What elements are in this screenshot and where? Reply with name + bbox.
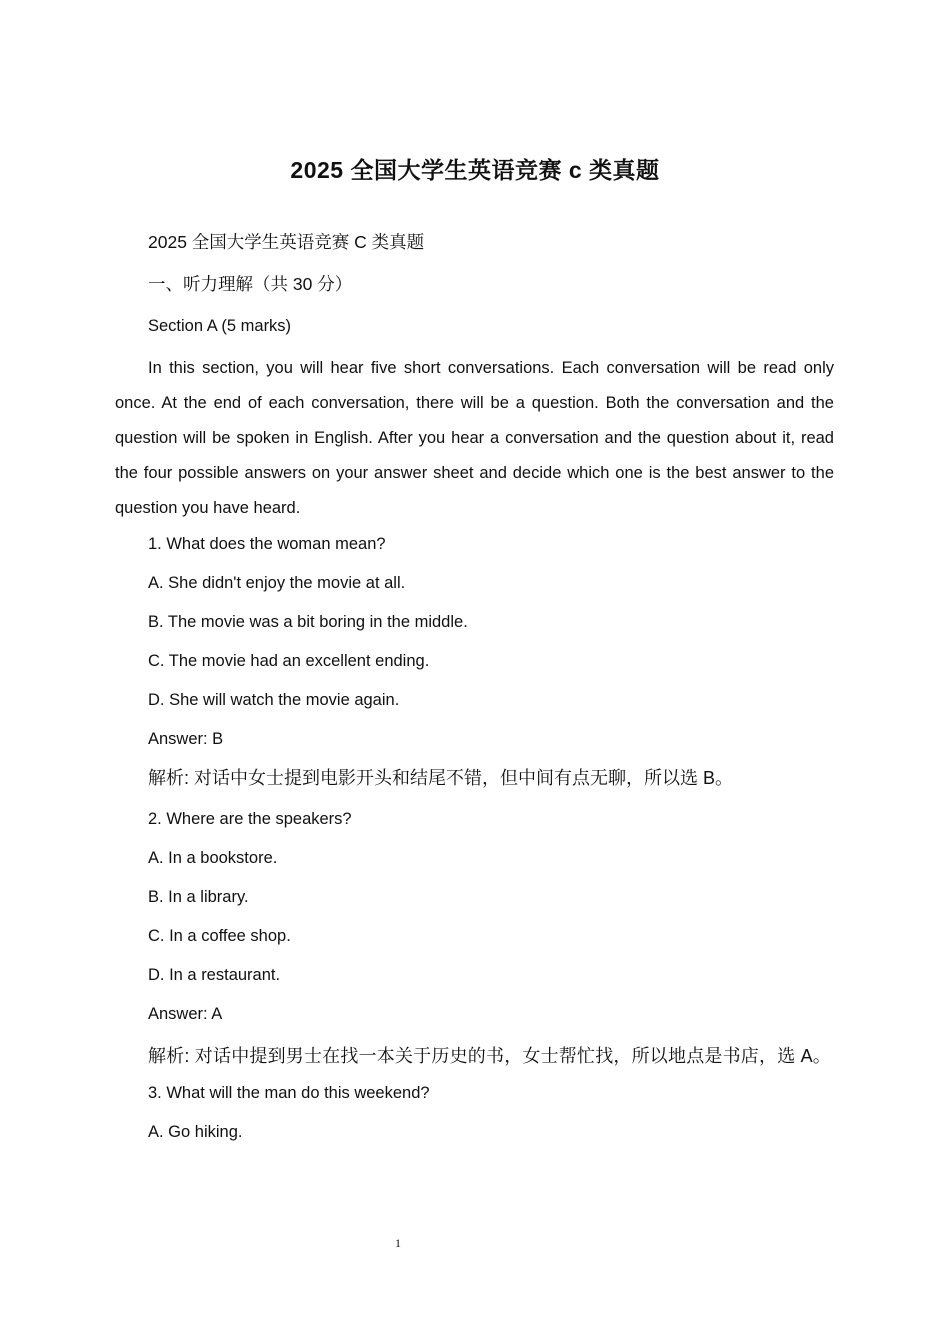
question-3-option-a: A. Go hiking. bbox=[148, 1123, 243, 1141]
section-heading: 一、听力理解（共 30 分） bbox=[148, 274, 353, 294]
question-2-option-a: A. In a bookstore. bbox=[148, 849, 278, 867]
question-2-answer: Answer: A bbox=[148, 1005, 223, 1023]
document-body bbox=[115, 226, 834, 1155]
question-1-option-d: D. She will watch the movie again. bbox=[148, 691, 400, 709]
document-title: 2025 全国大学生英语竞赛 c 类真题 bbox=[290, 157, 660, 183]
question-2-option-d: D. In a restaurant. bbox=[148, 966, 281, 984]
exam-subtitle: 2025 全国大学生英语竞赛 C 类真题 bbox=[148, 232, 425, 252]
question-1-option-b: B. The movie was a bit boring in the middle. bbox=[148, 613, 468, 631]
question-3: 3. What will the man do this weekend? bbox=[148, 1084, 430, 1102]
section-a-heading: Section A (5 marks) bbox=[148, 317, 292, 335]
question-1-answer: Answer: B bbox=[148, 730, 224, 748]
question-1-option-a: A. She didn't enjoy the movie at all. bbox=[148, 574, 406, 592]
question-1: 1. What does the woman mean? bbox=[148, 535, 386, 553]
question-2-option-c: C. In a coffee shop. bbox=[148, 927, 291, 945]
question-2: 2. Where are the speakers? bbox=[148, 810, 352, 828]
question-1-explanation: 解析: 对话中女士提到电影开头和结尾不错，但中间有点无聊，所以选 B。 bbox=[148, 768, 734, 788]
question-1-option-c: C. The movie had an excellent ending. bbox=[148, 652, 430, 670]
question-2-option-b: B. In a library. bbox=[148, 888, 249, 906]
instructions-paragraph: In this section, you will hear five short conversations. Each conversation will be read only once. At the end of each conversation, there will be a question. Both the conversation and the question will be spoken in English. After you hear a conversation and the question about it, read the four possible answers on your answer sheet and decide which one is the best answer to the question you have heard. bbox=[115, 359, 834, 517]
page-number: 1 bbox=[395, 1236, 401, 1250]
question-2-explanation: 解析: 对话中提到男士在找一本关于历史的书，女士帮忙找，所以地点是书店，选 A。 bbox=[148, 1046, 832, 1066]
